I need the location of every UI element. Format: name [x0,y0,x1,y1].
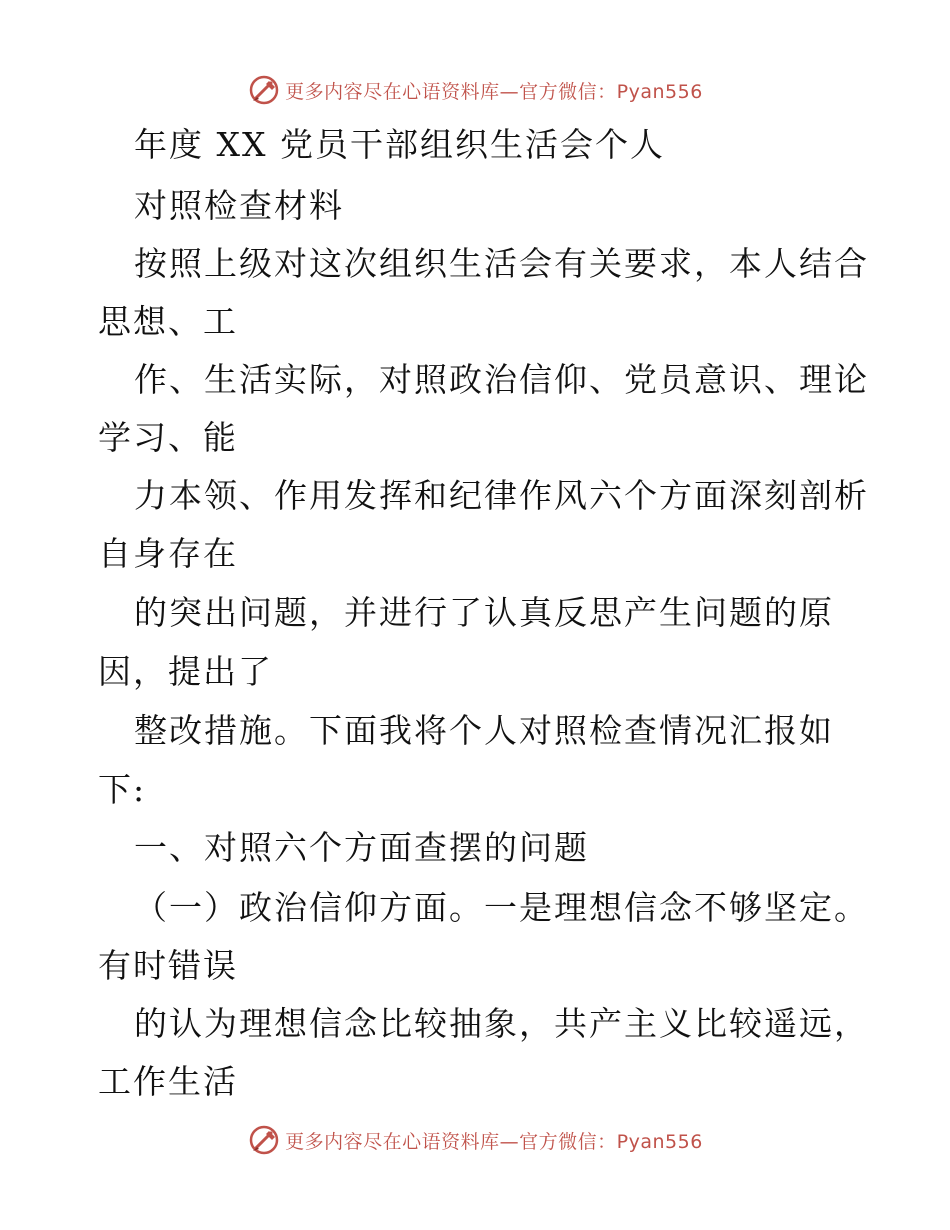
text-line: 按照上级对这次组织生活会有关要求，本人结合 [134,244,869,283]
doc-title-line-2: 对照检查材料 [134,186,344,225]
text-line: 的突出问题，并进行了认真反思产生问题的原 [134,593,834,632]
text-line: 作、生活实际，对照政治信仰、党员意识、理论 [134,360,869,399]
text-line: 思想、工 [98,302,238,341]
text-line: 工作生活 [98,1062,238,1101]
text-line: 学习、能 [98,418,238,457]
text-line: 下: [98,770,147,809]
text-line: 的认为理想信念比较抽象，共产主义比较遥远， [134,1004,869,1043]
doc-title-line-1: 年度 XX 党员干部组织生活会个人 [134,125,665,164]
pen-logo-icon [247,73,281,107]
text-line: 自身存在 [98,534,238,573]
header-watermark-text: 更多内容尽在心语资料库—官方微信：Pyan556 [285,80,703,103]
section-heading: 一、对照六个方面查摆的问题 [134,828,589,867]
text-line: 因，提出了 [98,652,273,691]
text-line: 有时错误 [98,946,238,985]
footer-watermark-text: 更多内容尽在心语资料库—官方微信：Pyan556 [285,1130,703,1153]
text-line: 整改措施。下面我将个人对照检查情况汇报如 [134,711,834,750]
header-watermark [0,70,950,110]
pen-logo-icon [247,1123,281,1157]
text-line: 力本领、作用发挥和纪律作风六个方面深刻剖析 [134,476,869,515]
text-line: （一）政治信仰方面。一是理想信念不够坚定。 [134,888,869,927]
footer-watermark [0,1120,950,1160]
